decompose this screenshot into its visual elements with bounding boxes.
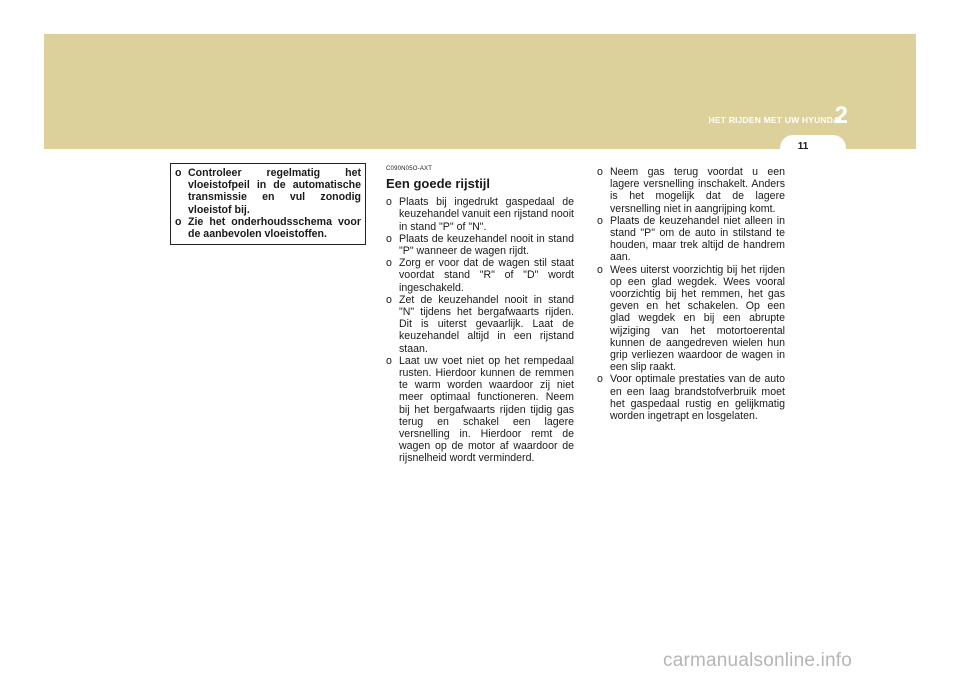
bullet-marker: o — [386, 257, 392, 270]
list-item — [597, 215, 785, 264]
chapter-number: 2 — [834, 102, 848, 129]
list-item-text: Voor optimale prestaties van de auto en een laag brandstofverbruik moet het gaspedaal rustig en gelijkmatig worden ingetrapt en losgelaten. — [610, 373, 785, 423]
bullet-marker: o — [597, 373, 603, 386]
list-item-text: Plaats de keuzehandel niet alleen in stand "P" om de auto in stilstand te houden, maar trek altijd de handrem aan. — [610, 214, 785, 264]
bullet-marker: o — [386, 354, 392, 367]
right-column — [597, 166, 785, 422]
note-box — [170, 163, 366, 245]
list-item-text: Neem gas terug voordat u een lagere versnelling inschakelt. Anders is het mogelijk dat de lagere versnelling niet in aangrijping komt. — [610, 166, 785, 215]
bullet-marker: o — [597, 166, 603, 178]
bullet-marker: o — [386, 232, 392, 245]
driving-tips-column — [386, 163, 574, 465]
list-item-text: Plaats bij ingedrukt gaspedaal de keuzehandel vanuit een rijstand nooit in stand "P" of "N". — [399, 196, 574, 233]
bullet-marker: o — [597, 263, 603, 276]
list-item — [597, 166, 785, 215]
note-list — [175, 167, 361, 240]
bullet-marker: o — [386, 196, 392, 209]
list-item — [597, 373, 785, 422]
list-item — [175, 216, 361, 240]
list-item — [386, 196, 574, 233]
driving-tips-list — [386, 196, 574, 464]
list-item — [386, 233, 574, 257]
list-item-text: Wees uiterst voorzichtig bij het rijden op een glad wegdek. Wees vooral voorzichtig bij het remmen, het gas geven en het schakelen. Op een glad wegdek en bij een abrupte wijziging van het motortoerental kunnen de aangedreven wielen hun grip verliezen waardoor de wagen in een slip raakt. — [610, 263, 785, 374]
list-item-text: Controleer regelmatig het vloeistofpeil in de automatische transmissie en vul zonodig vloeistof bij. — [188, 167, 361, 216]
list-item — [175, 167, 361, 216]
right-column-list — [597, 166, 785, 422]
chapter-title: HET RIJDEN MET UW HYUNDAI — [708, 115, 842, 125]
section-code: C090N05O-AXT — [386, 166, 433, 172]
page-number: 11 — [797, 141, 809, 152]
watermark[interactable]: carmanualsonline.info — [663, 650, 853, 671]
bullet-marker: o — [386, 293, 392, 306]
list-item-text: Plaats de keuzehandel nooit in stand "P" wanneer de wagen rijdt. — [399, 232, 574, 258]
list-item-text: Zie het onderhoudsschema voor de aanbevolen vloeistoffen. — [188, 215, 361, 241]
header-band — [44, 34, 916, 149]
section-heading: Een goede rijstijl — [386, 176, 491, 192]
list-item — [597, 264, 785, 374]
list-item — [386, 355, 574, 465]
list-item-text: Laat uw voet niet op het rempedaal rusten. Hierdoor kunnen de remmen te warm worden waardoor zij niet meer optimaal functioneren. Neem bij het bergafwaarts rijden tijdig gas terug en schakel een lagere versnelling in. Hierdoor remt de wagen op de motor af waardoor de rijsnelheid wordt verminderd. — [399, 354, 574, 465]
list-item — [386, 257, 574, 294]
bullet-marker: o — [175, 215, 182, 228]
list-item-text: Zorg er voor dat de wagen stil staat voordat stand "R" of "D" wordt ingeschakeld. — [399, 257, 574, 294]
bullet-marker: o — [175, 167, 182, 179]
list-item — [386, 294, 574, 355]
bullet-marker: o — [597, 214, 603, 227]
list-item-text: Zet de keuzehandel nooit in stand "N" tijdens het bergafwaarts rijden. Dit is uiterst gevaarlijk. Laat de keuzehandel altijd in een rijstand staan. — [399, 293, 574, 355]
